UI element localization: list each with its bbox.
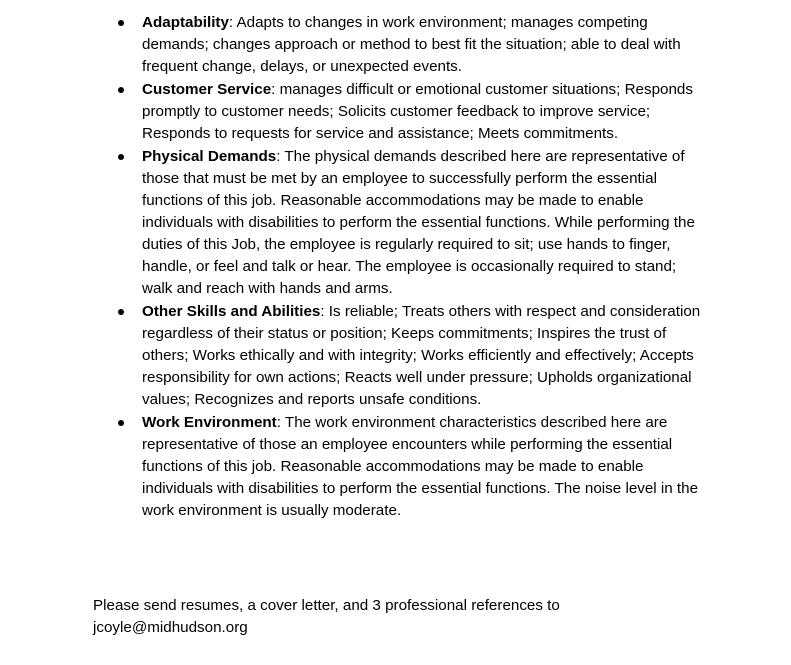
list-item bbox=[142, 301, 702, 411]
list-item bbox=[142, 412, 702, 522]
closing-paragraph bbox=[93, 595, 713, 639]
bullet-text: : The work environment characteristics described here are representative of those an employee encounters while performing the essential functions of this job. Reasonable accommodations may be made to enable individuals with disabilities to perform the essential functions. The noise level in the work environment is usually moderate. bbox=[142, 413, 699, 520]
bullet-text: : The physical demands described here are representative of those that must be met by an employee to successfully perform the essential functions of this job. Reasonable accommodations may be made to enable individuals with disabilities to perform the essential functions. While performing the duties of this Job, the employee is regularly required to sit; use hands to finger, handle, or feel and talk or hear. The employee is occasionally required to stand; walk and reach with hands and arms. bbox=[142, 147, 695, 298]
bullet-icon bbox=[118, 20, 124, 26]
bullet-text: : manages difficult or emotional customer situations; Responds promptly to customer needs; Solicits customer feedback to improve service; Responds to requests for service and assistance; Meets commitments. bbox=[142, 80, 693, 142]
bullet-term: Customer Service bbox=[142, 80, 272, 98]
bullet-term: Physical Demands bbox=[142, 147, 277, 165]
bullet-icon bbox=[118, 420, 124, 426]
bullet-term: Adaptability bbox=[142, 14, 229, 31]
bullet-term: Other Skills and Abilities bbox=[142, 302, 321, 320]
bullet-term: Work Environment bbox=[142, 413, 277, 431]
closing-text: Please send resumes, a cover letter, and 3 professional references to bbox=[93, 597, 560, 614]
list-item bbox=[142, 79, 702, 145]
bullet-icon bbox=[118, 87, 124, 93]
bullet-text: : Adapts to changes in work environment; manages competing demands; changes approach or method to best fit the situation; able to deal with frequent change, delays, or unexpected events. bbox=[142, 14, 681, 76]
bullet-icon bbox=[118, 309, 124, 315]
bullet-list bbox=[142, 12, 702, 523]
list-item bbox=[142, 12, 702, 78]
bullet-icon bbox=[118, 154, 124, 160]
contact-email: jcoyle@midhudson.org bbox=[93, 619, 248, 636]
list-item bbox=[142, 146, 702, 301]
bullet-text: : Is reliable; Treats others with respect and consideration regardless of their status or position; Keeps commitments; Inspires the trust of others; Works ethically and with integrity; Works efficiently and effectively; Accepts responsibility for own actions; Reacts well under pressure; Upholds organizational values; Recognizes and reports unsafe conditions. bbox=[142, 302, 701, 409]
